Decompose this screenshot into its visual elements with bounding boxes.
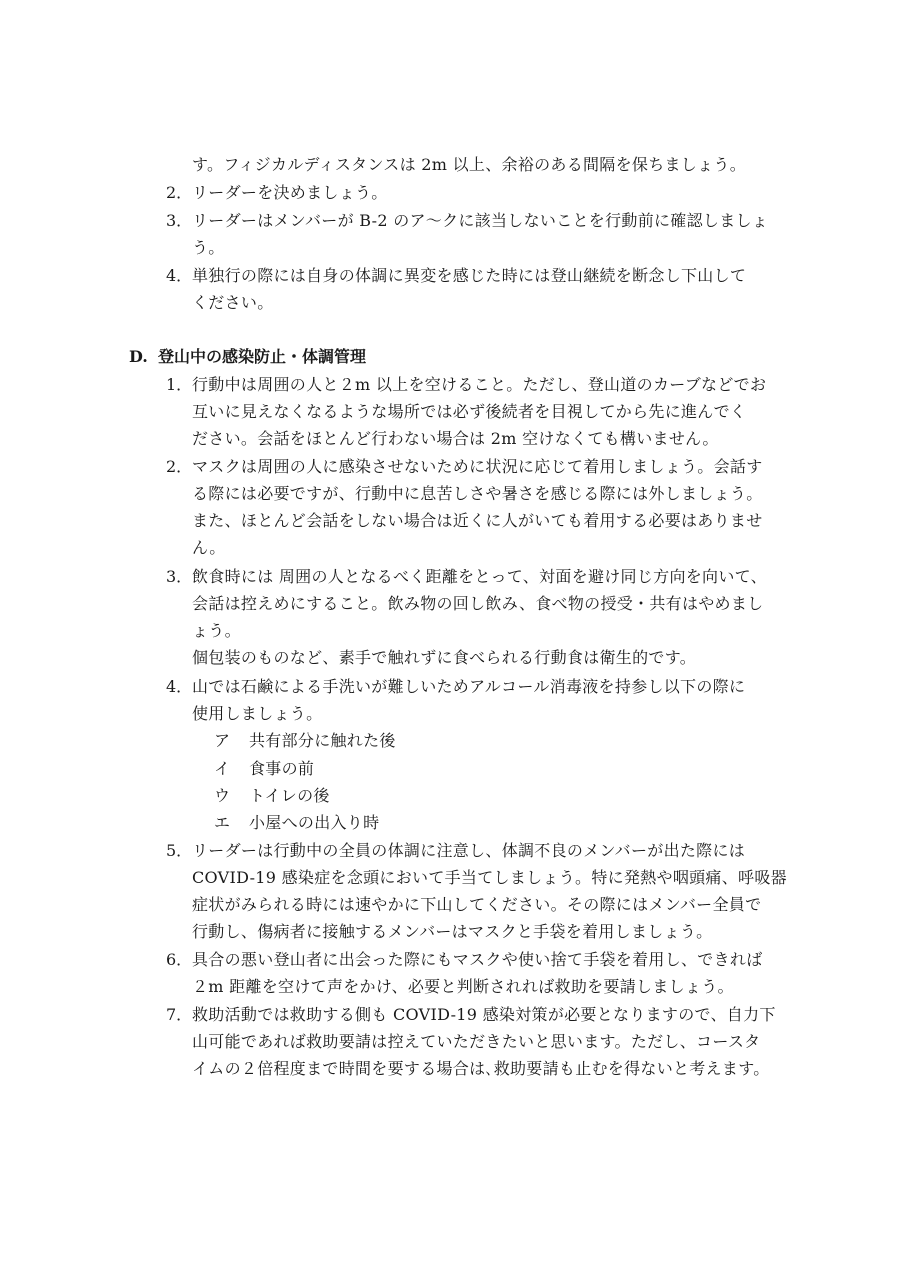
list-item-line: 山では石鹸による手洗いが難しいためアルコール消毒液を持参し以下の際に (192, 677, 746, 696)
list-item-line: 個包装のものなど、素手で触れずに食べられる行動食は衛生的です。 (192, 648, 697, 667)
section-title: 登山中の感染防止・体調管理 (158, 347, 367, 366)
list-item-line: 互いに見えなくなるような場所では必ず後続者を目視してから先に進んでく (192, 402, 747, 421)
list-item-number: 7． (166, 1005, 193, 1024)
list-item-number: 5． (166, 841, 193, 860)
sub-item-text: 共有部分に触れた後 (249, 731, 396, 750)
sub-item-mark: ウ (214, 786, 231, 805)
list-item-line: イムの２倍程度まで時間を要する場合は､救助要請も止むを得ないと考えます。 (192, 1059, 770, 1078)
section-label: D. (129, 347, 148, 366)
list-item-number: 3． (166, 211, 193, 230)
list-item-line: 会話は控えめにすること。飲み物の回し飲み、食べ物の授受・共有はやめまし (192, 594, 764, 613)
list-item-line: 症状がみられる時には速やかに下山してください。その際にはメンバー全員で (192, 895, 762, 914)
list-item-number: 1． (166, 375, 193, 394)
list-item-number: 3． (166, 567, 193, 586)
list-item-line: 山可能であれば救助要請は控えていただきたいと思います。ただし、コースタ (192, 1032, 761, 1051)
list-item-line: マスクは周囲の人に感染させないために状況に応じて着用しましょう。会話す (192, 457, 763, 476)
list-item-line: リーダーはメンバーが B-2 のア～クに該当しないことを行動前に確認しましょ (192, 211, 769, 230)
list-item-number: 4． (166, 677, 193, 696)
list-item-line: 使用しましょう。 (192, 704, 323, 723)
sub-item-mark: エ (214, 813, 231, 832)
list-item-line: ２m 距離を空けて声をかけ、必要と判断されれば救助を要請しましょう。 (192, 977, 734, 996)
list-item-line: る際には必要ですが、行動中に息苦しさや暑さを感じる際には外しましょう。 (192, 484, 763, 503)
sub-item-mark: イ (214, 759, 231, 778)
list-item-line: 救助活動では救助する側も COVID-19 感染対策が必要となりますので、自力下 (192, 1005, 776, 1024)
list-item-line: 行動し、傷病者に接触するメンバーはマスクと手袋を着用しましょう。 (192, 922, 713, 941)
list-item-line: COVID-19 感染症を念頭において手当てしましょう。特に発熱や咽頭痛、呼吸器 (192, 868, 787, 887)
list-item-line: ょう。 (192, 621, 241, 640)
list-item-line: ん。 (192, 538, 226, 557)
list-item-line: リーダーは行動中の全員の体調に注意し、体調不良のメンバーが出た際には (192, 841, 746, 860)
list-item-line: 飲食時には 周囲の人となるべく距離をとって、対面を避け同じ方向を向いて、 (192, 567, 767, 586)
continuation-line: す。フィジカルディスタンスは 2m 以上、余裕のある間隔を保ちましょう。 (192, 155, 747, 174)
list-item-line: ください。 (192, 293, 274, 312)
list-item-number: 2． (166, 183, 193, 202)
list-item-number: 6． (166, 950, 193, 969)
list-item-line: 単独行の際には自身の体調に異変を感じた時には登山継続を断念し下山して (192, 266, 747, 285)
list-item-line: 具合の悪い登山者に出会った際にもマスクや使い捨て手袋を着用し、できれば (192, 950, 763, 969)
sub-item-mark: ア (214, 731, 231, 750)
list-item-number: 4． (166, 266, 193, 285)
list-item-number: 2． (166, 457, 193, 476)
list-item-line: また、ほとんど会話をしない場合は近くに人がいても着用する必要はありませ (192, 511, 763, 530)
list-item-line: リーダーを決めましょう。 (192, 183, 388, 202)
sub-item-text: 小屋への出入り時 (249, 813, 380, 832)
list-item-line: ださい。会話をほとんど行わない場合は 2m 空けなくても構いません。 (192, 429, 719, 448)
list-item-line: う。 (192, 238, 225, 257)
sub-item-text: 食事の前 (249, 759, 315, 778)
sub-item-text: トイレの後 (249, 786, 330, 805)
list-item-line: 行動中は周囲の人と２m 以上を空けること。ただし、登山道のカーブなどでお (192, 375, 767, 394)
